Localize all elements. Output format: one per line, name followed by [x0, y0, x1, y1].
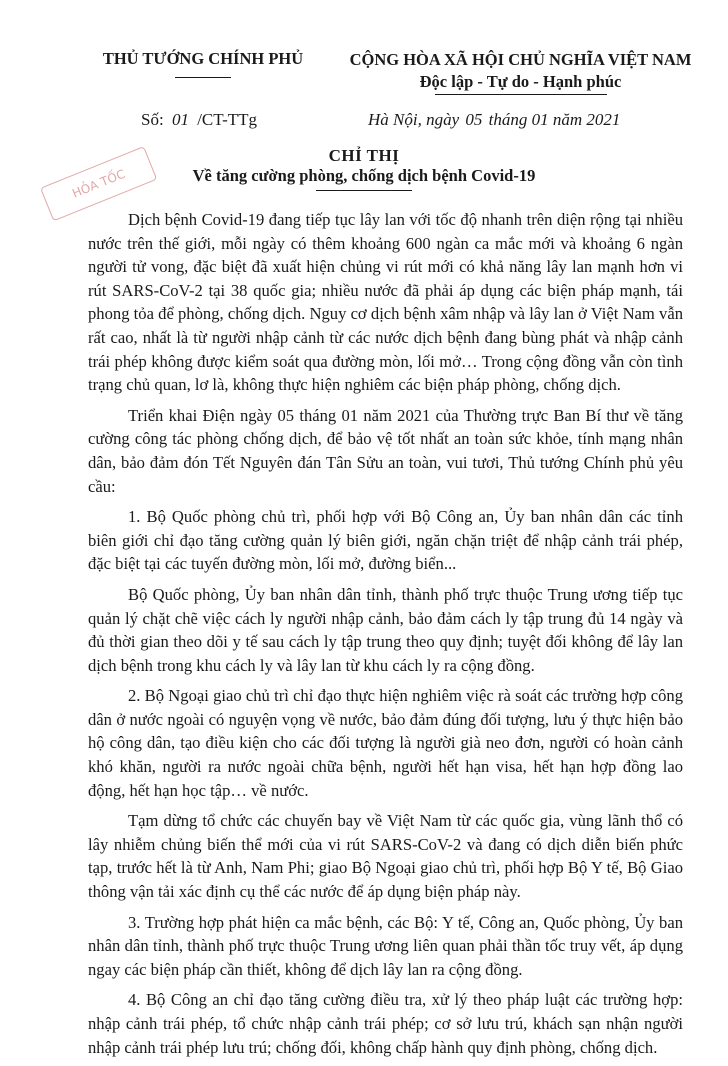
motto-underline: [435, 94, 607, 95]
document-body: [88, 208, 683, 1066]
subject-underline: [316, 190, 412, 191]
doc-number-value: 01: [171, 110, 189, 129]
document-type: CHỈ THỊ: [328, 146, 400, 165]
document-number: [141, 110, 257, 130]
date-month-label: tháng: [488, 110, 528, 129]
national-motto: Độc lập - Tự do - Hạnh phúc: [419, 72, 622, 91]
date-place: Hà Nội, ngày: [368, 110, 460, 129]
paragraph: 1. Bộ Quốc phòng chủ trì, phối hợp với Bộ Công an, Ủy ban nhân dân các tỉnh biên giới chỉ đạo tăng cường quản lý biên giới, ngăn chặn triệt để nhập cảnh trái phép, đặc biệt tại các tuyến đường mòn, lối mở, đường biển...: [88, 507, 683, 574]
date-day: 05: [465, 110, 483, 129]
doc-number-suffix: /CT-TTg: [197, 110, 258, 129]
urgent-stamp-text: HỎA TỐC: [70, 166, 128, 201]
date-line: [368, 110, 620, 130]
paragraph: Triển khai Điện ngày 05 tháng 01 năm 2021 của Thường trực Ban Bí thư về tăng cường công tác phòng chống dịch, để bảo vệ tốt nhất an toàn sức khỏe, tính mạng nhân dân, bảo đảm đón Tết Nguyên đán Tân Sửu an toàn, vui tươi, Thủ tướng Chính phủ yêu cầu:: [88, 405, 683, 496]
paragraph: 2. Bộ Ngoại giao chủ trì chỉ đạo thực hiện nghiêm việc rà soát các trường hợp công dân ở nước ngoài có nguyện vọng về nước, bảo đảm đúng đối tượng, lưu ý thực hiện bảo hộ công dân, tạo điều kiện cho các đối tượng là người già neo đơn, người có hoàn cảnh khó khăn, người ra nước ngoài chữa bệnh, người hết hạn visa, hết hạn hợp đồng lao động, hết hạn học tập… về nước.: [88, 686, 683, 800]
issuer-block: [96, 49, 310, 78]
country-name: CỘNG HÒA XÃ HỘI CHỦ NGHĨA VIỆT NAM: [349, 50, 692, 69]
date-month: 01: [531, 110, 549, 129]
issuer-underline: [175, 77, 231, 78]
date-year: 2021: [586, 110, 621, 129]
national-header: [338, 49, 703, 95]
document-subject: Về tăng cường phòng, chống dịch bệnh Covid-19: [192, 166, 536, 185]
paragraph: 4. Bộ Công an chỉ đạo tăng cường điều tra, xử lý theo pháp luật các trường hợp: nhập cảnh trái phép, tổ chức nhập cảnh trái phép; cơ sở lưu trú, khách sạn nhận người nhập cảnh trái phép lưu trú; chống đối, không chấp hành quy định phòng, chống dịch.: [88, 990, 683, 1057]
date-year-label: năm: [552, 110, 583, 129]
paragraph: Tạm dừng tổ chức các chuyến bay về Việt Nam từ các quốc gia, vùng lãnh thổ có lây nhiễm chủng biến thể mới của vi rút SARS-CoV-2 và đang có dịch diễn biến phức tạp, trước hết là từ Anh, Nam Phi; giao Bộ Ngoại giao chủ trì, phối hợp Bộ Y tế, Bộ Giao thông vận tải xác định cụ thể các nước để áp dụng biện pháp này.: [88, 811, 683, 902]
doc-number-prefix: Số:: [141, 110, 164, 129]
paragraph: Dịch bệnh Covid-19 đang tiếp tục lây lan với tốc độ nhanh trên diện rộng tại nhiều nước trên thế giới, mỗi ngày có thêm khoảng 600 ngàn ca mắc mới và khoảng 6 ngàn người tử vong, đặc biệt đã xuất hiện chủng vi rút mới có khả năng lây lan mạnh hơn vi rút SARS-CoV-2 tại 38 quốc gia; nhiều nước đã phải áp dụng các biện pháp mạnh, tái phong tỏa để phòng, chống dịch. Nguy cơ dịch bệnh xâm nhập và lây lan ở Việt Nam vẫn rất cao, nhất là từ người nhập cảnh từ các nước dịch bệnh đang bùng phát và nhập cảnh trái phép không được kiểm soát qua đường mòn, lối mở… Trong cộng đồng vẫn còn tình trạng chủ quan, lơ là, không thực hiện nghiêm các biện pháp phòng, chống dịch.: [88, 210, 683, 395]
paragraph: Bộ Quốc phòng, Ủy ban nhân dân tỉnh, thành phố trực thuộc Trung ương tiếp tục quản lý chặt chẽ việc cách ly người nhập cảnh, bảo đảm cách ly tập trung đủ 14 ngày và đủ thời gian theo dõi y tế sau cách ly tập trung theo quy định; tuyệt đối không để lây lan dịch bệnh trong khu cách ly và lây lan từ khu cách ly ra cộng đồng.: [88, 584, 683, 675]
issuer-name: THỦ TƯỚNG CHÍNH PHỦ: [102, 49, 304, 68]
paragraph: 3. Trường hợp phát hiện ca mắc bệnh, các Bộ: Y tế, Công an, Quốc phòng, Ủy ban nhân dân tỉnh, thành phố trực thuộc Trung ương liên quan phải thần tốc truy vết, áp dụng ngay các biện pháp cần thiết, không để dịch lây lan ra cộng đồng.: [88, 912, 683, 979]
